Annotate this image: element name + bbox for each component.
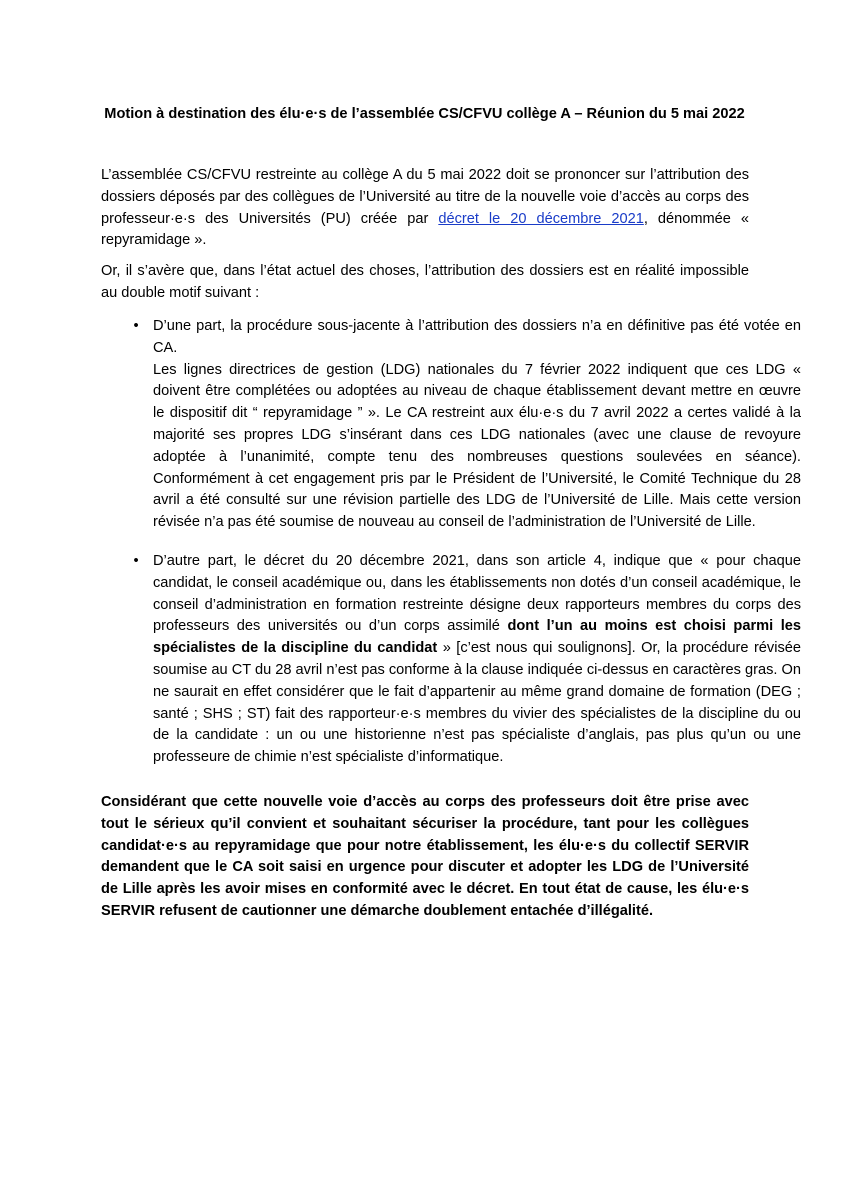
- bullet-2-text: [153, 551, 801, 769]
- bullet-item-first-reason: [101, 316, 801, 534]
- bullet-2-before-bold: D’autre part, le décret du 20 décembre 2021, dans son article 4, indique que « pour chaque candidat, le conseil académique ou, dans les établissements non dotés d’un conseil académique, le conseil d’administration en formation restreinte désigne deux rapporteurs membres du corps des professeurs des universités ou d’un corps assimilé: [153, 553, 801, 635]
- bullet-item-second-reason: [101, 551, 801, 769]
- bullet-2-bold-clause: dont l’un au moins est choisi parmi les spécialistes de la discipline du candidat: [153, 618, 801, 657]
- bullet-icon: •: [133, 318, 139, 334]
- bullet-1-detail: Les lignes directrices de gestion (LDG) nationales du 7 février 2022 indiquent que ces LDG « doivent être complétées ou adoptées au niveau de chaque établissement devant mettre en œuvre le dispositif dit “ repyramidage ” ». Le CA restreint aux élu·e·s du 7 avril 2022 a certes validé à la majorité ses propres LDG s’insérant dans ces LDG nationales (avec une clause de revoyure adoptée à l’unanimité, compte tenu des nombreuses questions soulevées en séance). Conformément à cet engagement pris par le Président de l’Université, le Comité Technique du 28 avril a été consulté sur une révision partielle des LDG de l’Université de Lille. Mais cette version révisée n’a pas été soumise de nouveau au conseil de l’administration de l’Université de Lille.: [153, 361, 801, 531]
- bullet-icon: •: [133, 553, 139, 569]
- intro-text-before-link: L’assemblée CS/CFVU restreinte au collège A du 5 mai 2022 doit se prononcer sur l’attribution des dossiers déposés par des collègues de l’Université au titre de la nouvelle voie d’accès au corps des professeur·e·s des Universités (PU) créée par: [101, 167, 749, 227]
- bullet-1-lead: D’une part, la procédure sous-jacente à l’attribution des dossiers n’a en définitive pas été votée en CA.: [153, 318, 801, 356]
- bullet-2-after-bold: » [c’est nous qui soulignons]. Or, la procédure révisée soumise au CT du 28 avril n’est pas conforme à la clause indiquée ci-dessus en caractères gras. On ne saurait en effet considérer que le fait d’appartenir au même grand domaine de formation (DEG ; santé ; SHS ; ST) fait des rapporteur·e·s membres du vivier des spécialistes de la discipline du ou de la candidate : un ou une historienne n’est pas spécialiste d’anglais, pas plus qu’un ou une professeure de chimie n’est spécialiste d’informatique.: [153, 640, 801, 766]
- or-paragraph: Or, il s’avère que, dans l’état actuel des choses, l’attribution des dossiers est en réalité impossible au double motif suivant :: [101, 263, 749, 301]
- intro-text-after-link: , dénommée « repyramidage ».: [101, 210, 749, 249]
- document-title: Motion à destination des élu·e·s de l’assemblée CS/CFVU collège A – Réunion du 5 mai 2022: [104, 106, 745, 122]
- decret-link[interactable]: décret le 20 décembre 2021: [438, 210, 644, 227]
- intro-paragraph: [101, 165, 749, 252]
- conclusion-paragraph: Considérant que cette nouvelle voie d’accès au corps des professeurs doit être prise avec tout le sérieux qu’il convient et souhaitant sécuriser la procédure, tant pour les collègues candidat·e·s au repyramidage que pour notre établissement, les élu·e·s du collectif SERVIR demandent que le CA soit saisi en urgence pour discuter et adopter les LDG de l’Université de Lille après les avoir mises en conformité avec le décret. En tout état de cause, les élu·e·s SERVIR refusent de cautionner une démarche doublement entachée d’illégalité.: [101, 794, 749, 919]
